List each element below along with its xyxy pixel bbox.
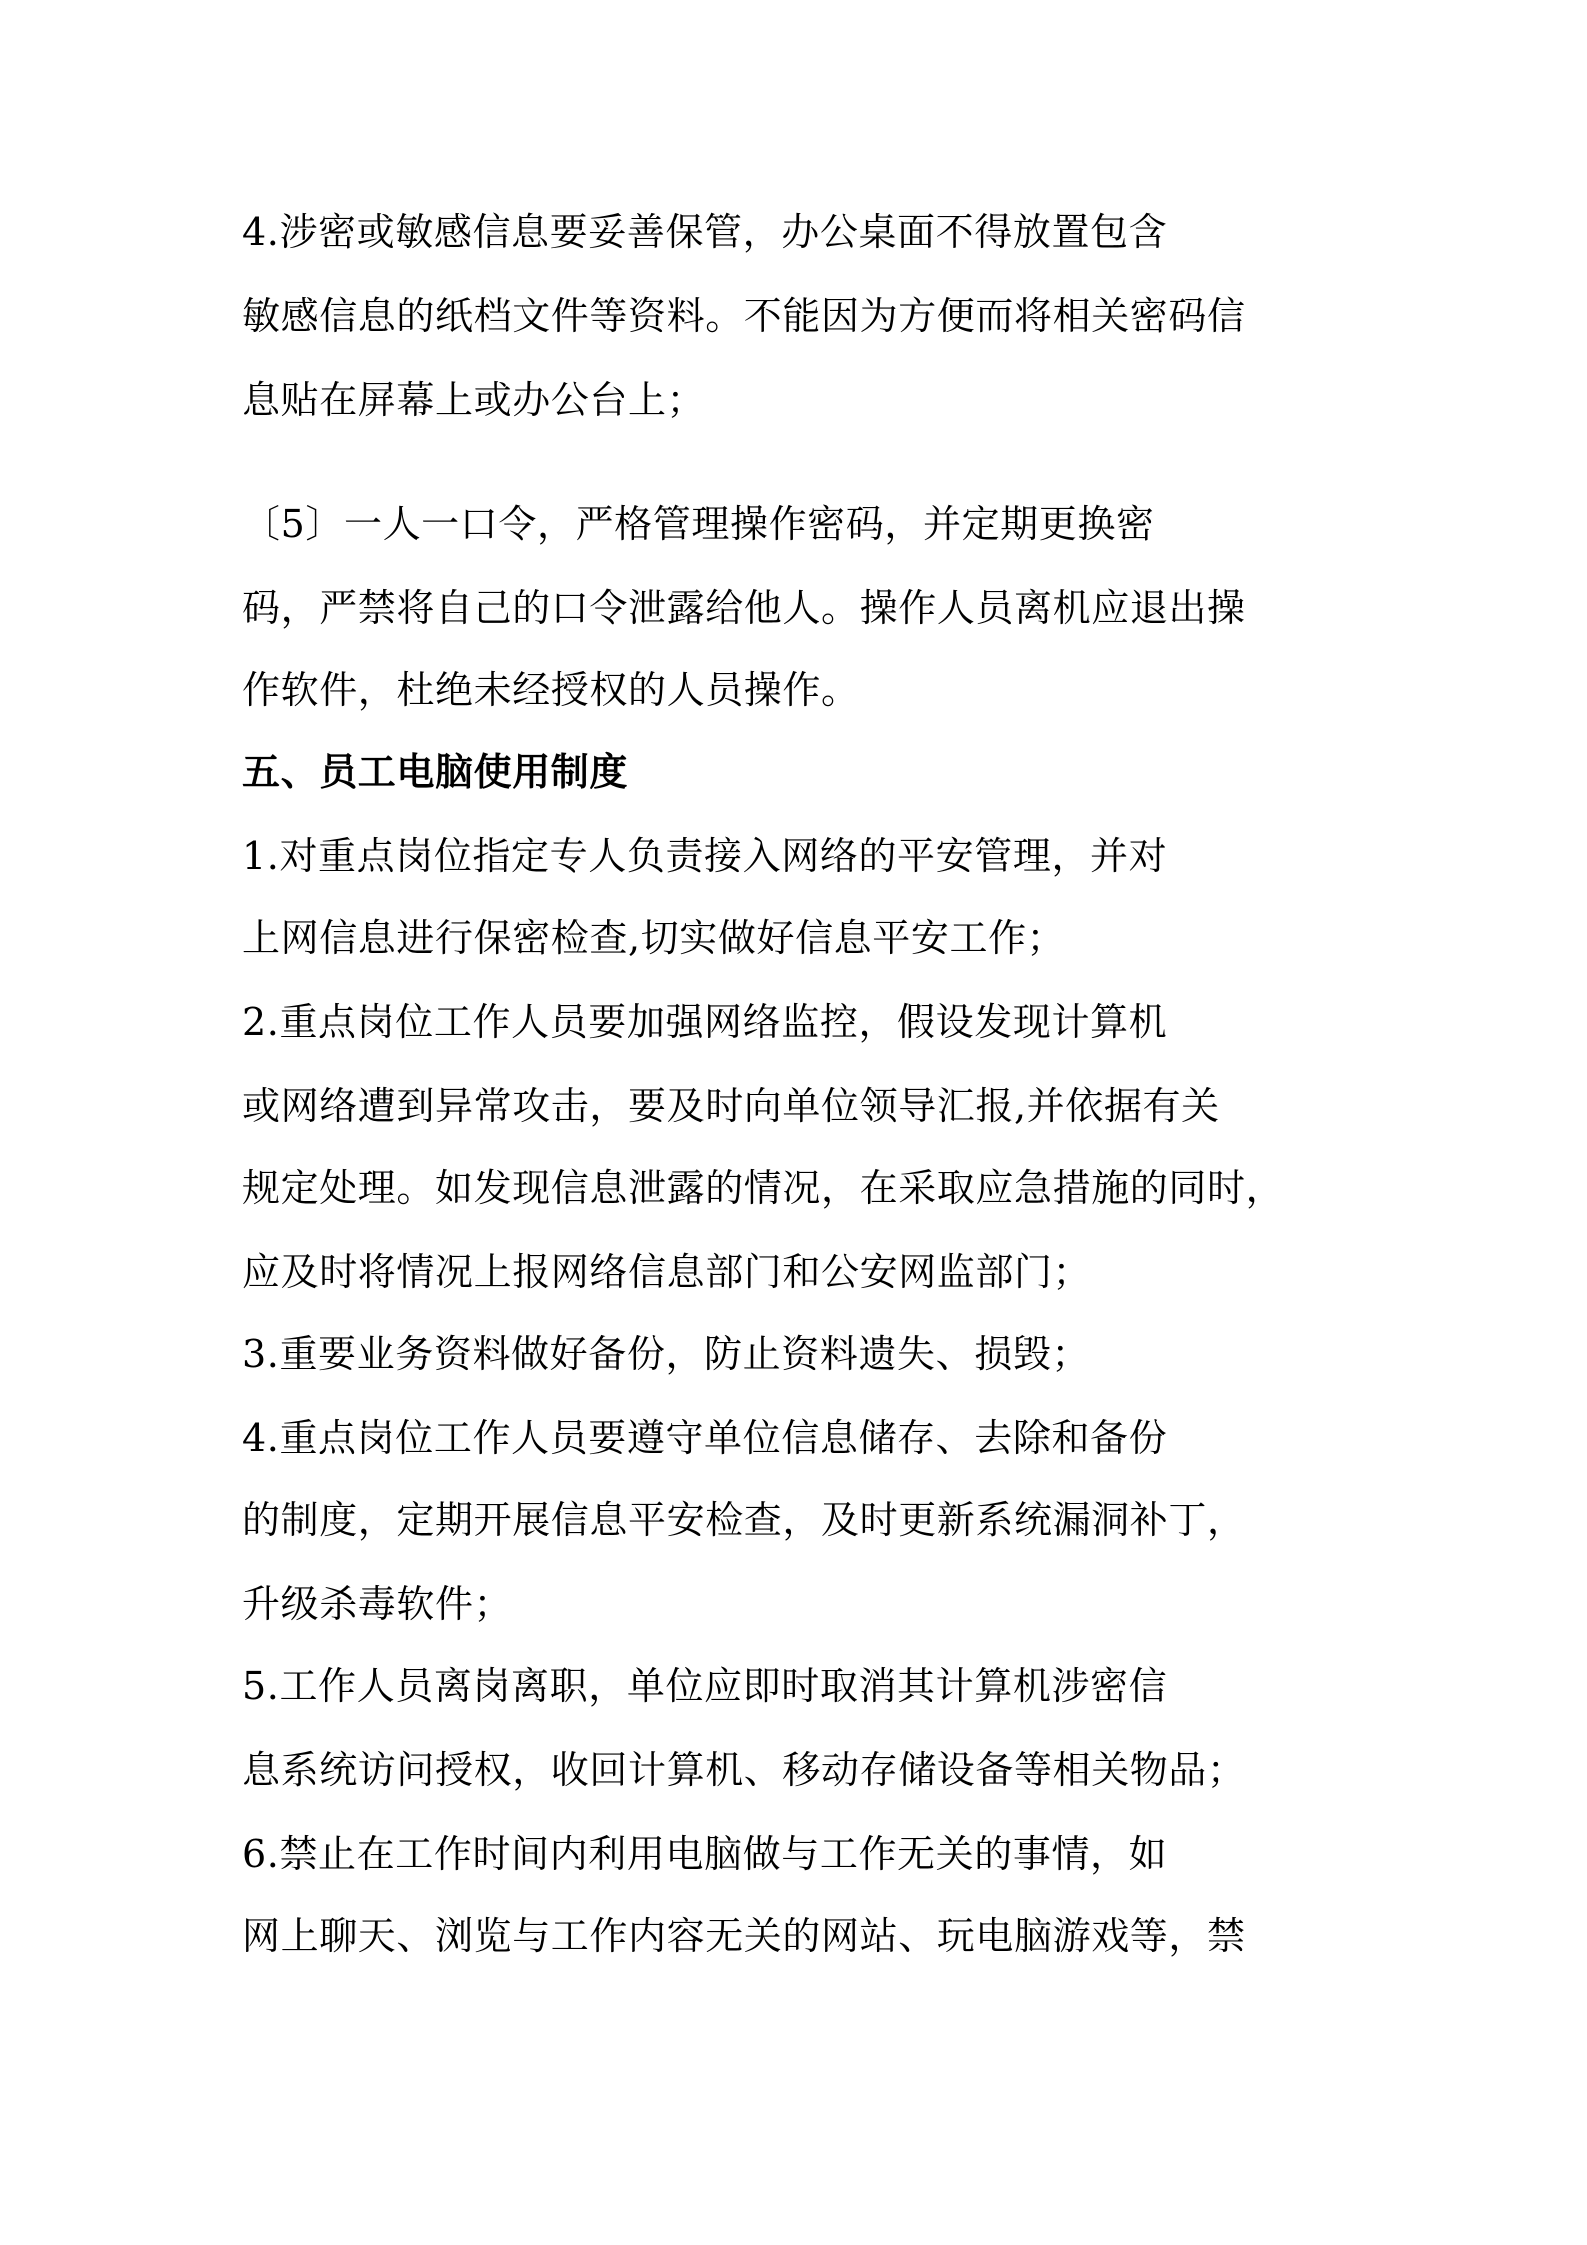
paragraph-line: 息贴在屏幕上或办公台上；: [242, 378, 706, 422]
paragraph-line: 的制度，定期开展信息平安检查，及时更新系统漏洞补丁，: [242, 1498, 1246, 1542]
paragraph-line: 规定处理。如发现信息泄露的情况，在采取应急措施的同时，: [242, 1166, 1285, 1210]
paragraph-line: 4.重点岗位工作人员要遵守单位信息储存、去除和备份: [242, 1416, 1168, 1460]
section-heading: 五、员工电脑使用制度: [242, 749, 629, 794]
paragraph-line: 敏感信息的纸档文件等资料。不能因为方便而将相关密码信: [242, 294, 1246, 338]
paragraph-line: 4.涉密或敏感信息要妥善保管，办公桌面不得放置包含: [242, 210, 1168, 254]
paragraph-line: 3.重要业务资料做好备份，防止资料遗失、损毁；: [242, 1332, 1091, 1376]
paragraph-line: 1.对重点岗位指定专人负责接入网络的平安管理，并对: [242, 834, 1168, 878]
paragraph-line: 2.重点岗位工作人员要加强网络监控，假设发现计算机: [242, 1000, 1168, 1044]
paragraph-line: 5.工作人员离岗离职，单位应即时取消其计算机涉密信: [242, 1664, 1168, 1708]
paragraph-line: 码，严禁将自己的口令泄露给他人。操作人员离机应退出操: [242, 586, 1246, 630]
paragraph-line: 升级杀毒软件；: [242, 1582, 513, 1626]
paragraph-line: 或网络遭到异常攻击，要及时向单位领导汇报,并依据有关: [242, 1084, 1220, 1128]
paragraph-line: 网上聊天、浏览与工作内容无关的网站、玩电脑游戏等，禁: [242, 1914, 1246, 1958]
paragraph-line: 6.禁止在工作时间内利用电脑做与工作无关的事情，如: [242, 1832, 1168, 1876]
paragraph-line: 息系统访问授权，收回计算机、移动存储设备等相关物品；: [242, 1748, 1246, 1792]
paragraph-line: 上网信息进行保密检查,切实做好信息平安工作；: [242, 916, 1066, 960]
paragraph-line: 作软件，杜绝未经授权的人员操作。: [242, 668, 860, 712]
paragraph-line: 〔5〕一人一口令，严格管理操作密码，并定期更换密: [242, 502, 1155, 546]
paragraph-line: 应及时将情况上报网络信息部门和公安网监部门；: [242, 1250, 1092, 1294]
